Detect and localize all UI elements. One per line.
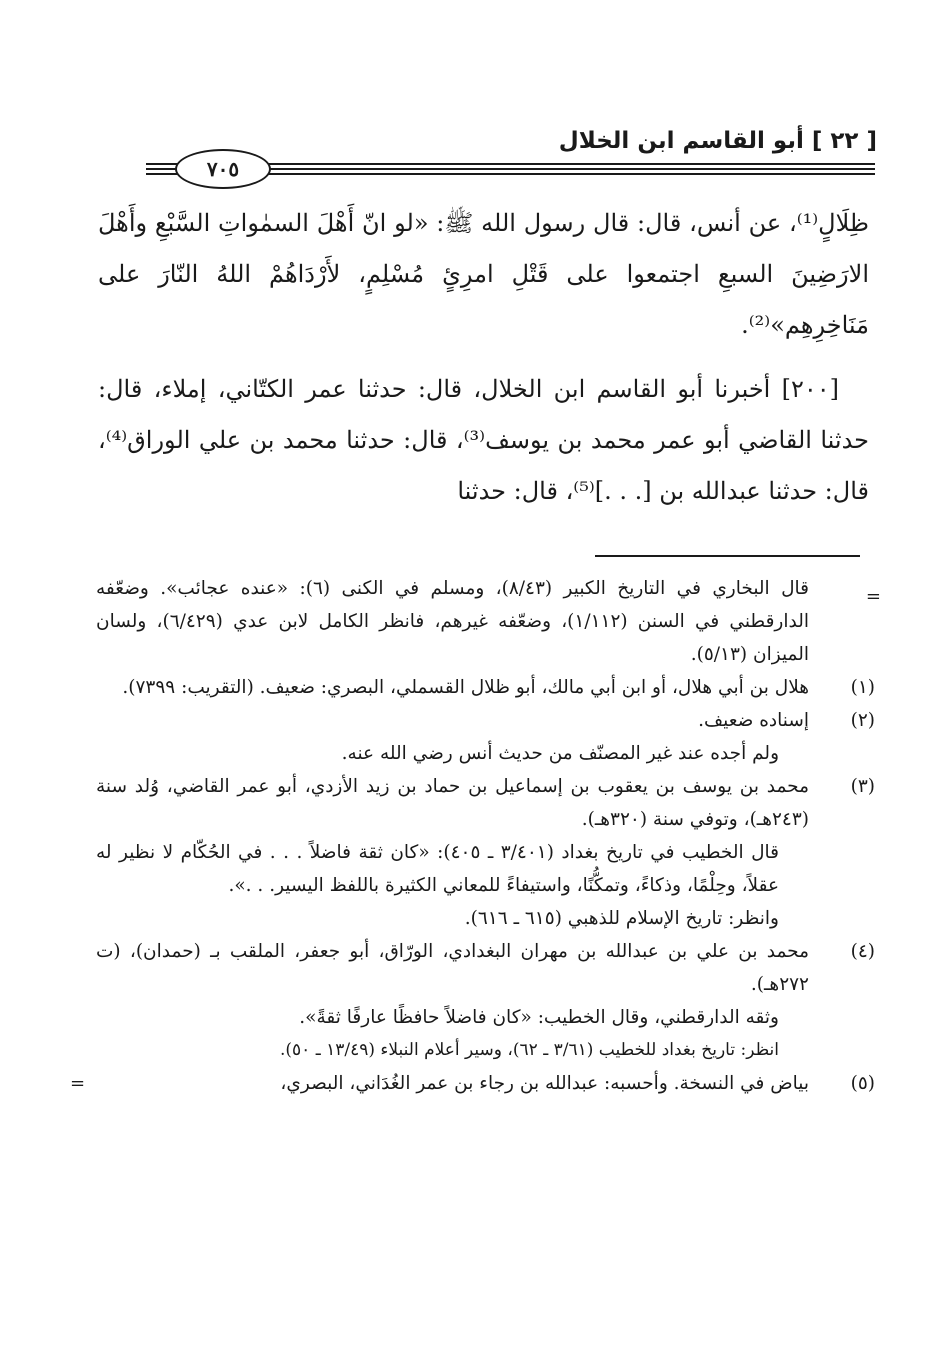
- footnote-number: (٣): [850, 776, 875, 797]
- footnote-continuation-text: قال البخاري في التاريخ الكبير (٨/٤٣)، ومسلم في الكنى (٦): «عنده عجائب». وضعّفه الدارقطني في السنن (١/١١٢)، وضعّفه غيرهم، فانظر الكامل لابن عدي (٦/٤٢٩)، ولسان الميزان (٥/١٣).: [96, 578, 809, 665]
- footnote-subtext: وانظر: تاريخ الإسلام للذهبي (٦١٥ ـ ٦١٦).: [464, 908, 779, 929]
- footnote-subtext: وثقه الدارقطني، وقال الخطيب: «كان فاضلاً حافظًا عارفًا ثقةً».: [299, 1007, 779, 1028]
- footnote-text: بياض في النسخة. وأحسبه: عبدالله بن رجاء بن عمر الغُدَاني، البصري،: [280, 1073, 809, 1094]
- footnote-subtext: انظر: تاريخ بغداد للخطيب (٣/٦١ ـ ٦٢)، وسير أعلام النبلاء (١٣/٤٩ ـ ٥٠).: [279, 1040, 779, 1060]
- footnote-continuation: [96, 572, 881, 671]
- footnotes: [70, 572, 881, 1100]
- footnote-text: إسناده ضعيف.: [698, 710, 809, 731]
- continuation-mark: =: [865, 586, 881, 607]
- footnote-number: (٢): [850, 710, 875, 731]
- footnote-text: محمد بن يوسف بن يعقوب بن إسماعيل بن حماد بن زيد الأزدي، أبو عمر القاضي، وُلد سنة (٢٤٣هـ)، وتوفي سنة (٣٢٠هـ).: [96, 776, 809, 830]
- footnote-3: [96, 770, 881, 935]
- footnote-number: (٤): [850, 941, 875, 962]
- main-paragraph-2: [٢٠٠] أخبرنا أبو القاسم ابن الخلال، قال: حدثنا عمر الكتّاني، إملاء، قال: حدثنا القاضي أبو عمر محمد بن يوسف⁽³⁾، قال: حدثنا محمد بن علي الوراق⁽⁴⁾، قال: حدثنا عبدالله بن [. . .]⁽⁵⁾، قال: حدثنا: [98, 375, 869, 505]
- footnote-subtext: قال الخطيب في تاريخ بغداد (٣/٤٠١ ـ ٤٠٥): «كان ثقة فاضلاً . . . في الحُكّام لا نظير له عقلاً، وحِلْمًا، وذكاءً، وتمكُّنًا، واستيفاءً للمعاني الكثيرة باللفظ اليسير. . .».: [96, 842, 779, 896]
- footnote-number: (٥): [850, 1073, 875, 1094]
- footnote-number: (١): [850, 677, 875, 698]
- continuation-mark: =: [70, 1073, 86, 1094]
- footnote-1: [96, 671, 881, 704]
- footnote-5: [70, 1067, 881, 1100]
- page-number: ٧٠٥: [175, 149, 271, 189]
- footnote-text: هلال بن أبي هلال، أو ابن أبي مالك، أبو ظلال القسملي، البصري: ضعيف. (التقريب: ٧٣٩٩).: [122, 677, 809, 698]
- footnote-2: [96, 704, 881, 770]
- footnote-text: محمد بن علي بن عبدالله بن مهران البغدادي، الورّاق، أبو جعفر، الملقب بـ (حمدان)، (ت ٢٧٢هـ).: [96, 941, 809, 995]
- footnote-separator: [595, 555, 860, 557]
- main-paragraph-1: ظِلَالٍ⁽¹⁾، عن أنس، قال: قال رسول الله ﷺ: «لو انّ أَهْلَ السمٰواتِ السَّبْعِ وأَهْلَ الارَضِينَ السبعِ اجتمعوا على قَتْلِ امرِئٍ مُسْلِمٍ، لأَرْدَاهُمْ اللهُ النّارَ على مَنَاخِرِهِم»⁽²⁾.: [98, 209, 869, 339]
- footnote-subtext: ولم أجده عند غير المصنّف من حديث أنس رضي الله عنه.: [341, 743, 779, 764]
- footnote-4: [96, 935, 881, 1067]
- chapter-title: [ ٢٢ ] أبو القاسم ابن الخلال: [558, 128, 877, 154]
